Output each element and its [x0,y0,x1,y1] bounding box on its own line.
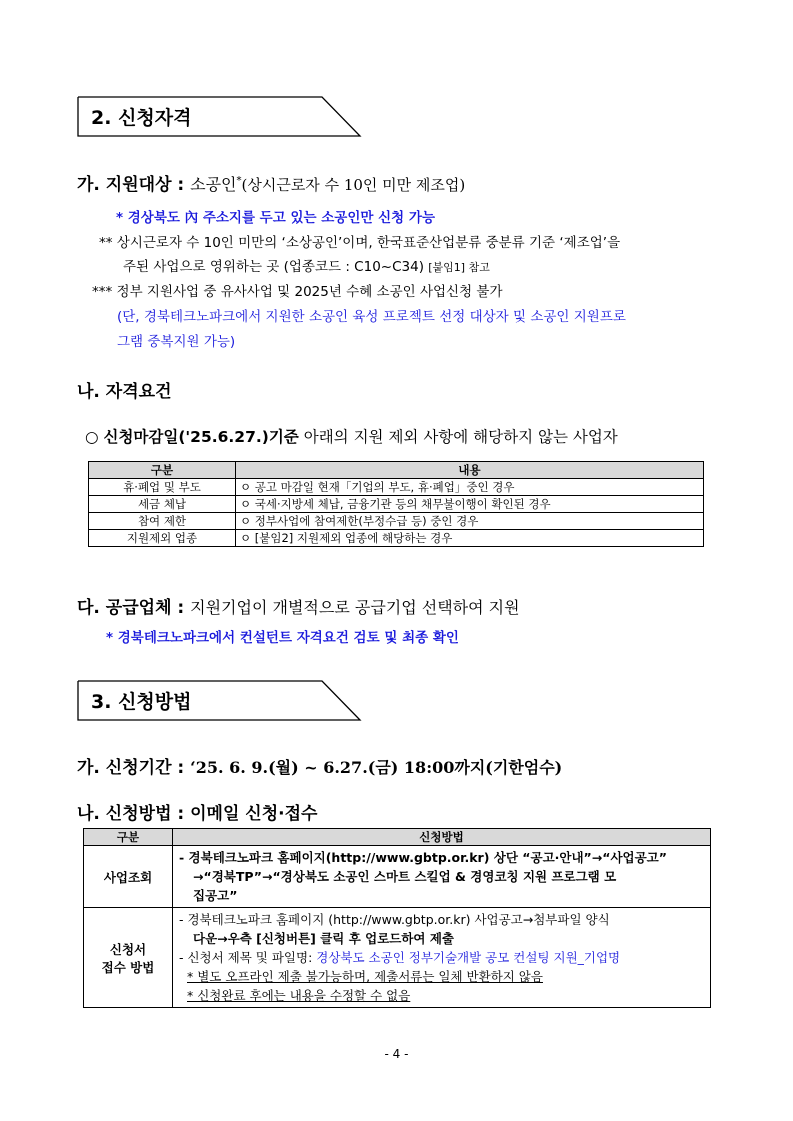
exclusion-table [88,461,704,547]
table-cell: 세금 체납 [89,496,236,513]
table-row [89,513,704,530]
row1-line3: 집공고” [193,888,238,903]
row2-line1: - 경북테크노파크 홈페이지 (http://www.gbtp.or.kr) 사업공고→첨부파일 양식 [179,912,610,927]
table-header-content: 내용 [236,462,704,479]
row2-label-line2: 접수 방법 [101,959,155,975]
table-header-method: 신청방법 [173,829,711,846]
row2-label-line1: 신청서 [109,941,147,957]
table-cell: ㅇ 공고 마감일 현재「기업의 부도, 휴·폐업」중인 경우 [236,479,704,496]
table-header-category: 구분 [89,462,236,479]
note-definition-line2 [123,255,490,275]
table-cell-label: 사업조회 [84,846,173,908]
application-period-label: 가. 신청기간 : [77,758,185,778]
section-2-header [77,96,362,136]
application-method-label: 나. 신청방법 : [77,804,185,824]
table-row [89,479,704,496]
table-cell [173,908,711,1008]
note-industry-code: 주된 사업으로 영위하는 곳 (업종코드 : C10~C34) [123,259,424,275]
section-2-title: 신청자격 [118,107,192,129]
note-duplicate-restriction: *** 정부 지원사업 중 유사사업 및 2025년 수혜 소공인 사업신청 불가 [92,284,503,300]
table-row [84,846,711,908]
application-method-line [77,799,317,824]
application-method-value: 이메일 신청·접수 [190,804,318,824]
table-row [84,908,711,1008]
table-row [89,496,704,513]
application-method-table [83,828,711,1008]
note-definition-line1: ** 상시근로자 수 10인 미만의 ‘소상공인’이며, 한국표준산업분류 중분류 기준 ‘제조업’을 [99,235,621,251]
criteria-deadline: 신청마감일('25.6.27.)기준 [103,428,299,446]
table-cell: 지원제외 업종 [89,530,236,547]
section-3-header [77,680,362,720]
table-header-row [89,462,704,479]
row1-line1: - 경북테크노파크 홈페이지(http://www.gbtp.or.kr) 상단 “공고·안내”→“사업공고” [179,850,667,865]
row2-line2: 다운→우측 [신청버튼] 클릭 후 업로드하여 제출 [193,931,455,946]
row1-line2: →“경북TP”→“경상북도 소공인 스마트 스킬업 & 경영코칭 지원 프로그램 모 [193,869,617,884]
table-cell: 참여 제한 [89,513,236,530]
eligibility-target-detail: (상시근로자 수 10인 미만 제조업) [241,176,466,194]
supplier-line [77,593,520,618]
note-exception-line2: 그램 중복지원 가능) [117,334,236,350]
table-cell-label [84,908,173,1008]
row2-filename-label: - 신청서 제목 및 파일명: [179,950,313,965]
circle-bullet: ○ [85,428,99,446]
qualification-criteria [85,425,618,447]
table-cell: 휴·폐업 및 부도 [89,479,236,496]
eligibility-target-label: 가. 지원대상 : [77,175,185,195]
supplier-note: * 경북테크노파크에서 컨설턴트 자격요건 검토 및 최종 확인 [106,630,459,646]
table-header-category: 구분 [84,829,173,846]
application-period-line [77,753,562,778]
note-attachment-ref: [붙임1] 참고 [428,261,490,274]
qualification-heading: 나. 자격요건 [77,382,172,402]
criteria-text: 아래의 지원 제외 사항에 해당하지 않는 사업자 [303,428,618,446]
row2-filename-format: 경상북도 소공인 정부기술개발 공모 컨설팅 지원_기업명 [316,950,621,965]
table-cell [173,846,711,908]
note-exception-line1: (단, 경북테크노파크에서 지원한 소공인 육성 프로젝트 선정 대상자 및 소공인 지원프로 [117,309,626,325]
section-3-title: 신청방법 [118,691,192,713]
table-header-row [84,829,711,846]
eligibility-target-line [77,170,465,195]
row2-line5: * 신청완료 후에는 내용을 수정할 수 없음 [187,988,411,1003]
eligibility-target-value: 소공인 [190,175,237,194]
note-location-requirement: * 경상북도 內 주소지를 두고 있는 소공인만 신청 가능 [116,210,435,226]
supplier-text: 지원기업이 개별적으로 공급기업 선택하여 지원 [190,598,520,617]
table-row [89,530,704,547]
row2-line3 [179,948,704,967]
footnote-star: * [236,175,242,187]
table-cell: ㅇ 국세·지방세 체납, 금융기관 등의 채무불이행이 확인된 경우 [236,496,704,513]
row2-line4: * 별도 오프라인 제출 불가능하며, 제출서류는 일체 반환하지 않음 [187,969,543,984]
table-cell: ㅇ [붙임2] 지원제외 업종에 해당하는 경우 [236,530,704,547]
supplier-label: 다. 공급업체 : [77,598,185,618]
section-2-number: 2. [91,107,112,129]
section-3-number: 3. [91,691,112,713]
page-number: - 4 - [384,1047,409,1061]
table-cell: ㅇ 정부사업에 참여제한(부정수급 등) 중인 경우 [236,513,704,530]
application-period-value: ‘25. 6. 9.(월) ~ 6.27.(금) 18:00까지(기한엄수) [190,758,563,777]
